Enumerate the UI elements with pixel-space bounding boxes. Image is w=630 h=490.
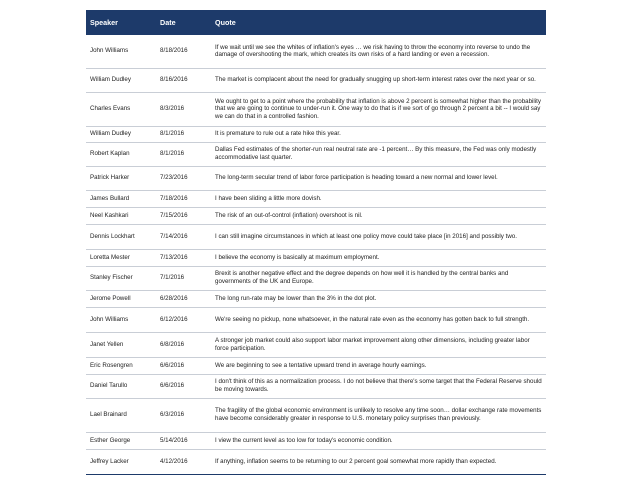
quotes-table-container	[86, 10, 546, 475]
cell-date: 7/1/2016	[156, 266, 211, 290]
cell-date: 5/14/2016	[156, 432, 211, 449]
cell-quote: The long-term secular trend of labor force participation is heading toward a new normal and lower level.	[211, 166, 546, 190]
table-row	[86, 432, 546, 449]
cell-date: 6/6/2016	[156, 357, 211, 374]
cell-date: 8/3/2016	[156, 92, 211, 126]
cell-date: 8/1/2016	[156, 126, 211, 142]
cell-quote: If anything, inflation seems to be returning to our 2 percent goal somewhat more rapidly than expected.	[211, 449, 546, 474]
cell-quote: We're seeing no pickup, none whatsoever, in the natural rate even as the economy has gotten back to full strength.	[211, 307, 546, 332]
cell-speaker: Jerome Powell	[86, 290, 156, 307]
cell-quote: It is premature to rule out a rate hike this year.	[211, 126, 546, 142]
table-row	[86, 398, 546, 432]
cell-speaker: Lael Brainard	[86, 398, 156, 432]
cell-speaker: Jeffrey Lacker	[86, 449, 156, 474]
cell-speaker: Neel Kashkari	[86, 207, 156, 224]
cell-speaker: Dennis Lockhart	[86, 224, 156, 249]
cell-date: 6/6/2016	[156, 374, 211, 398]
cell-quote: I view the current level as too low for today's economic condition.	[211, 432, 546, 449]
cell-date: 6/28/2016	[156, 290, 211, 307]
cell-quote: I can still imagine circumstances in which at least one policy move could take place [in 2016] and possibly two.	[211, 224, 546, 249]
cell-date: 7/13/2016	[156, 249, 211, 266]
cell-speaker: Robert Kaplan	[86, 142, 156, 166]
cell-date: 7/23/2016	[156, 166, 211, 190]
table-row	[86, 68, 546, 92]
cell-date: 4/12/2016	[156, 449, 211, 474]
table-row	[86, 190, 546, 207]
cell-quote: We are beginning to see a tentative upward trend in average hourly earnings.	[211, 357, 546, 374]
cell-speaker: Janet Yellen	[86, 332, 156, 357]
cell-date: 7/15/2016	[156, 207, 211, 224]
table-row	[86, 35, 546, 68]
cell-speaker: Patrick Harker	[86, 166, 156, 190]
fed-quotes-table	[86, 10, 546, 475]
cell-speaker: William Dudley	[86, 126, 156, 142]
cell-speaker: James Bullard	[86, 190, 156, 207]
cell-quote: Dallas Fed estimates of the shorter-run real neutral rate are -1 percent… By this measure, the Fed was only modestly accommodative last quarter.	[211, 142, 546, 166]
header-quote: Quote	[211, 10, 546, 35]
cell-date: 6/3/2016	[156, 398, 211, 432]
table-row	[86, 449, 546, 474]
cell-speaker: Charles Evans	[86, 92, 156, 126]
cell-speaker: John Williams	[86, 35, 156, 68]
cell-speaker: Loretta Mester	[86, 249, 156, 266]
header-date: Date	[156, 10, 211, 35]
header-speaker: Speaker	[86, 10, 156, 35]
cell-quote: I have been sliding a little more dovish.	[211, 190, 546, 207]
table-row	[86, 126, 546, 142]
cell-speaker: Esther George	[86, 432, 156, 449]
cell-date: 7/14/2016	[156, 224, 211, 249]
cell-date: 6/8/2016	[156, 332, 211, 357]
cell-quote: I believe the economy is basically at maximum employment.	[211, 249, 546, 266]
table-row	[86, 224, 546, 249]
table-row	[86, 307, 546, 332]
cell-speaker: Stanley Fischer	[86, 266, 156, 290]
cell-speaker: John Williams	[86, 307, 156, 332]
cell-date: 6/12/2016	[156, 307, 211, 332]
cell-quote: A stronger job market could also support labor market improvement along other dimensions, including greater labor force participation.	[211, 332, 546, 357]
table-body	[86, 35, 546, 474]
cell-date: 7/18/2016	[156, 190, 211, 207]
cell-quote: The risk of an out-of-control (inflation) overshoot is nil.	[211, 207, 546, 224]
cell-quote: Brexit is another negative effect and the degree depends on how well it is handled by the central banks and governments of the UK and Europe.	[211, 266, 546, 290]
table-row	[86, 142, 546, 166]
table-row	[86, 249, 546, 266]
table-row	[86, 92, 546, 126]
cell-date: 8/18/2016	[156, 35, 211, 68]
cell-quote: The market is complacent about the need for gradually snugging up short-term interest rates over the next year or so.	[211, 68, 546, 92]
cell-quote: I don't think of this as a normalization process. I do not believe that there's some target that the Federal Reserve should be moving towards.	[211, 374, 546, 398]
cell-speaker: Eric Rosengren	[86, 357, 156, 374]
table-row	[86, 166, 546, 190]
table-row	[86, 332, 546, 357]
cell-date: 8/16/2016	[156, 68, 211, 92]
cell-quote: We ought to get to a point where the probability that inflation is above 2 percent is somewhat higher than the probability that we are going to continue to under-run it. One way to do that is if we sort of go through 2 percent a bit -- I would say we can do that in a controlled fashion.	[211, 92, 546, 126]
table-row	[86, 207, 546, 224]
header-row	[86, 10, 546, 35]
cell-quote: The fragility of the global economic environment is unlikely to resolve any time soon… dollar exchange rate movements have become considerably greater in response to U.S. monetary policy surprises than previously.	[211, 398, 546, 432]
cell-quote: If we wait until we see the whites of inflation's eyes … we risk having to throw the economy into reverse to undo the damage of overshooting the mark, which creates its own risks of a hard landing or even a recession.	[211, 35, 546, 68]
table-row	[86, 266, 546, 290]
table-row	[86, 374, 546, 398]
table-header	[86, 10, 546, 35]
cell-quote: The long run-rate may be lower than the 3% in the dot plot.	[211, 290, 546, 307]
table-row	[86, 357, 546, 374]
cell-speaker: Daniel Tarullo	[86, 374, 156, 398]
cell-speaker: William Dudley	[86, 68, 156, 92]
cell-date: 8/1/2016	[156, 142, 211, 166]
table-row	[86, 290, 546, 307]
